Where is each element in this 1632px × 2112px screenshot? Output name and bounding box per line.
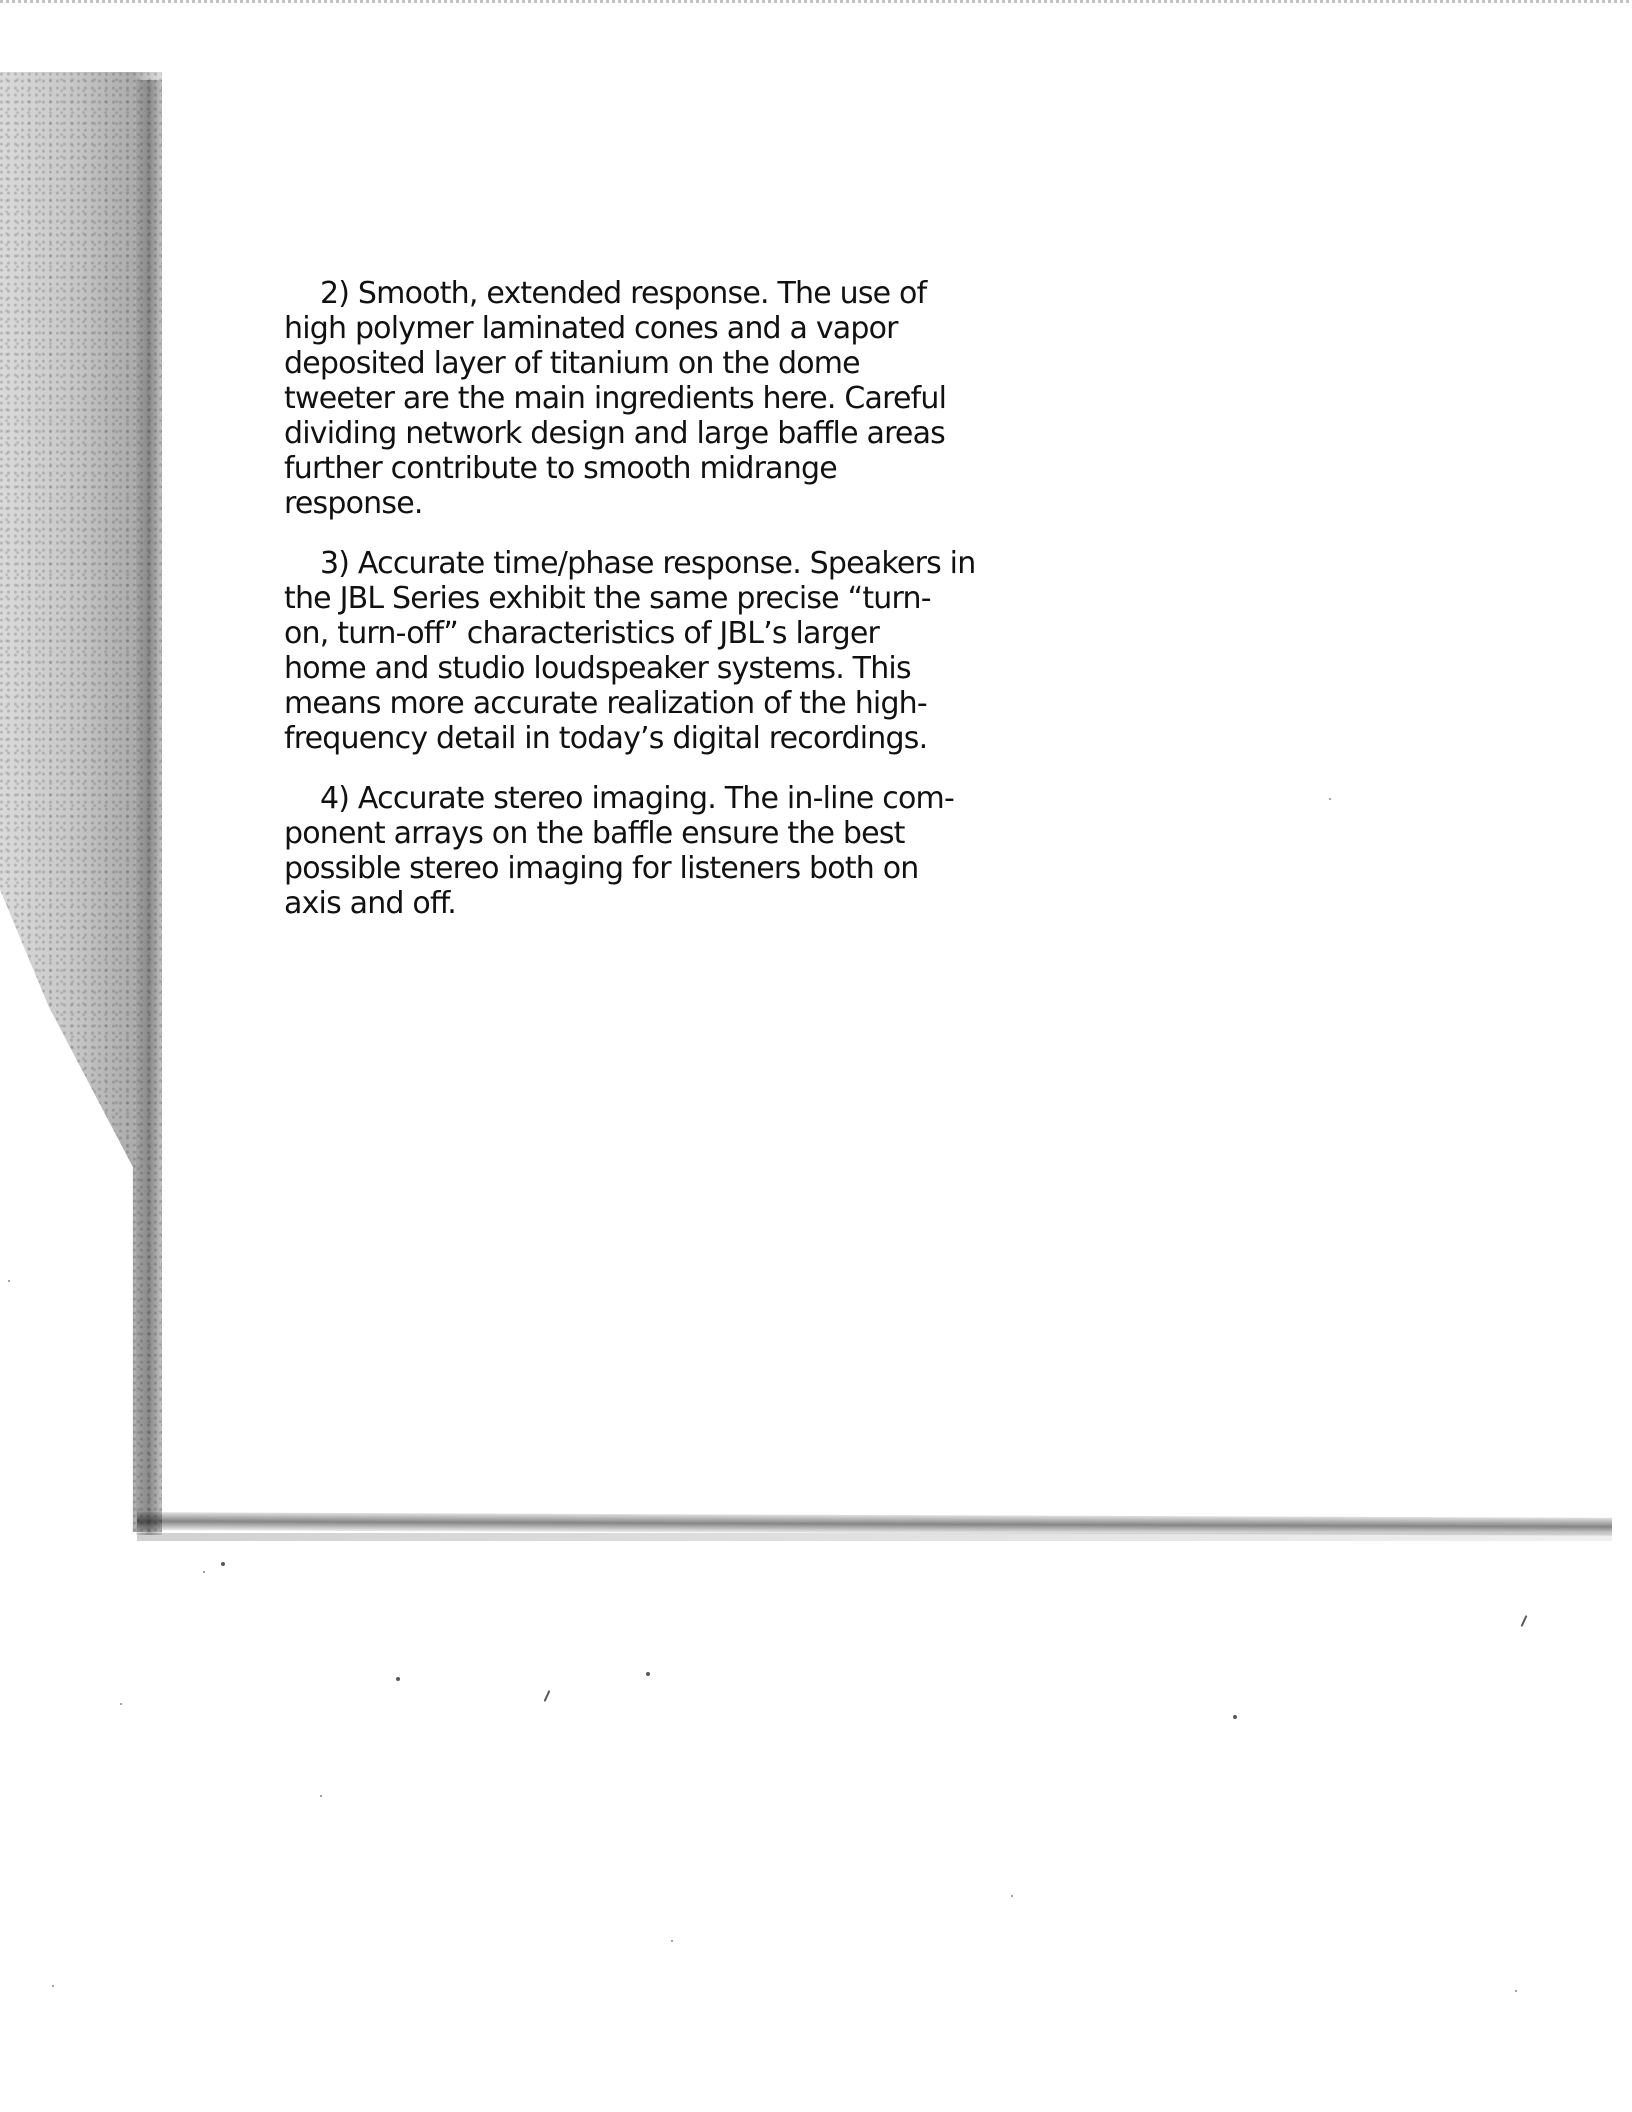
scan-speck <box>646 1672 650 1676</box>
scan-top-edge-line <box>0 0 1632 3</box>
scan-speck <box>320 1795 322 1797</box>
text-line: dividing network design and large baffle areas <box>284 416 946 451</box>
paragraph-time-phase-response <box>284 546 974 756</box>
text-line: high polymer laminated cones and a vapor <box>284 311 898 346</box>
paragraph-smooth-response <box>284 276 974 521</box>
document-text <box>284 276 974 946</box>
text-line: the JBL Series exhibit the same precise “turn- <box>284 581 931 616</box>
scan-speck <box>1011 1895 1013 1897</box>
text-line: on, turn-off” characteristics of JBL’s larger <box>284 616 880 651</box>
left-page-edge <box>136 80 162 1535</box>
scan-speck <box>8 1280 10 1282</box>
scan-speck <box>1329 798 1331 800</box>
text-line: 4) Accurate stereo imaging. The in-line com- <box>320 781 954 816</box>
text-line: means more accurate realization of the high- <box>284 686 927 721</box>
scan-speck <box>1233 1715 1237 1719</box>
scan-speck <box>203 1571 205 1573</box>
text-line: further contribute to smooth midrange <box>284 451 837 486</box>
text-line: ponent arrays on the baffle ensure the best <box>284 816 905 851</box>
text-line: 2) Smooth, extended response. The use of <box>320 276 927 311</box>
paragraph-stereo-imaging <box>284 781 974 921</box>
text-line: possible stereo imaging for listeners both on <box>284 851 919 886</box>
scan-speck <box>671 1940 673 1942</box>
scan-speck <box>1515 1990 1517 1992</box>
scan-speck <box>1521 1615 1528 1627</box>
scan-speck <box>544 1690 551 1702</box>
text-line: deposited layer of titanium on the dome <box>284 346 860 381</box>
scan-speck <box>221 1562 225 1566</box>
scan-speck <box>396 1677 400 1681</box>
text-line: response. <box>284 486 423 521</box>
text-line: tweeter are the main ingredients here. Careful <box>284 381 947 416</box>
text-line: frequency detail in today’s digital recordings. <box>284 721 928 756</box>
text-line: 3) Accurate time/phase response. Speakers in <box>320 546 976 581</box>
scan-speck <box>52 1985 54 1987</box>
bottom-edge-shadow <box>137 1533 1612 1541</box>
text-line: axis and off. <box>284 886 457 921</box>
scan-speck <box>120 1703 122 1705</box>
text-line: home and studio loudspeaker systems. This <box>284 651 911 686</box>
